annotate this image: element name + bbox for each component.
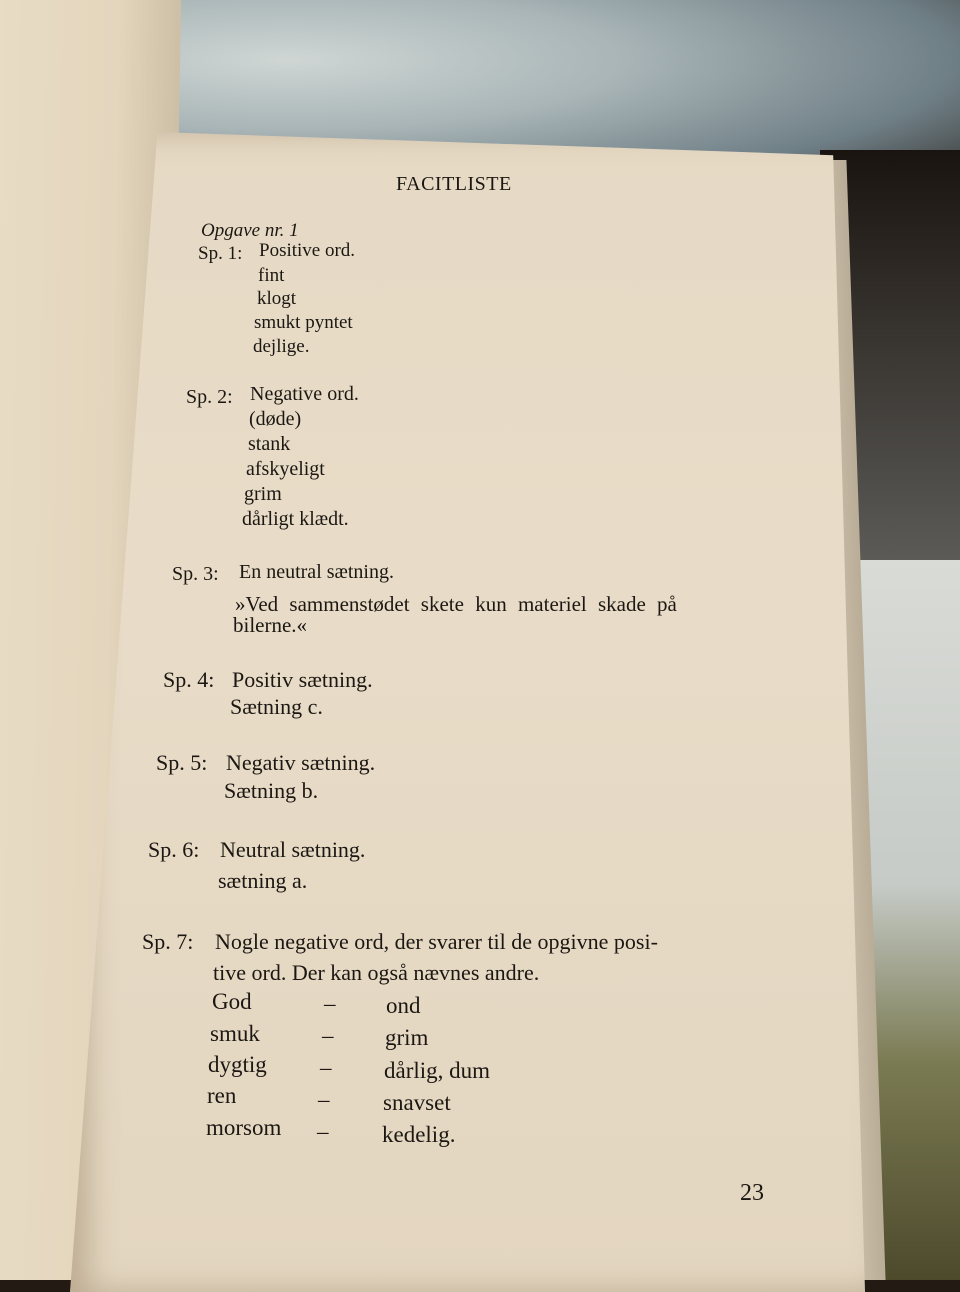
pair-word-negative: grim [385,1025,429,1050]
book-page [70,132,865,1292]
exercise-heading: Opgave nr. 1 [201,220,299,241]
answer-line: dejlige. [253,336,310,357]
answer-line: »Ved sammenstødet skete kun materiel skade på [235,592,677,616]
answer-line: fint [258,265,285,286]
answer-line: bilerne.« [233,613,308,637]
pair-dash: – [320,1055,332,1080]
answer-line: smukt pyntet [254,312,353,333]
pair-word-positive: ren [207,1083,237,1108]
pair-word-positive: God [212,989,252,1014]
pair-dash: – [318,1087,330,1112]
page-title: FACITLISTE [396,173,512,195]
pair-word-positive: dygtig [208,1052,267,1077]
pair-word-positive: morsom [206,1115,282,1140]
question-label: Sp. 3: [172,563,219,585]
answer-line: (døde) [249,408,302,430]
question-text: Negative ord. [250,383,359,405]
question-label: Sp. 4: [163,667,215,692]
question-label: Sp. 2: [186,386,233,408]
answer-line: dårligt klædt. [242,508,349,530]
question-text: Nogle negative ord, der svarer til de opgivne posi- [215,929,658,954]
pair-word-negative: ond [386,993,421,1018]
pair-word-negative: kedelig. [382,1122,456,1147]
question-label: Sp. 7: [142,929,194,954]
page-number: 23 [740,1180,764,1206]
answer-line: stank [248,433,291,455]
question-text: Neutral sætning. [220,837,366,862]
question-label: Sp. 6: [148,837,200,862]
answer-line: tive ord. Der kan også nævnes andre. [213,960,540,985]
pair-dash: – [322,1023,334,1048]
question-label: Sp. 5: [156,750,208,775]
question-label: Sp. 1: [198,243,243,264]
question-text: En neutral sætning. [239,561,394,583]
answer-line: Sætning c. [230,694,323,719]
answer-line: sætning a. [218,868,308,893]
answer-line: klogt [257,288,297,309]
pair-word-positive: smuk [210,1021,260,1046]
question-text: Positive ord. [259,240,356,261]
answer-line: grim [244,483,282,505]
answer-line: afskyeligt [246,458,325,480]
question-text: Positiv sætning. [232,667,373,692]
pair-dash: – [324,991,336,1016]
pair-word-negative: dårlig, dum [384,1058,491,1083]
answer-line: Sætning b. [224,778,319,803]
question-text: Negativ sætning. [226,750,376,775]
pair-dash: – [317,1119,329,1144]
pair-word-negative: snavset [383,1090,451,1115]
